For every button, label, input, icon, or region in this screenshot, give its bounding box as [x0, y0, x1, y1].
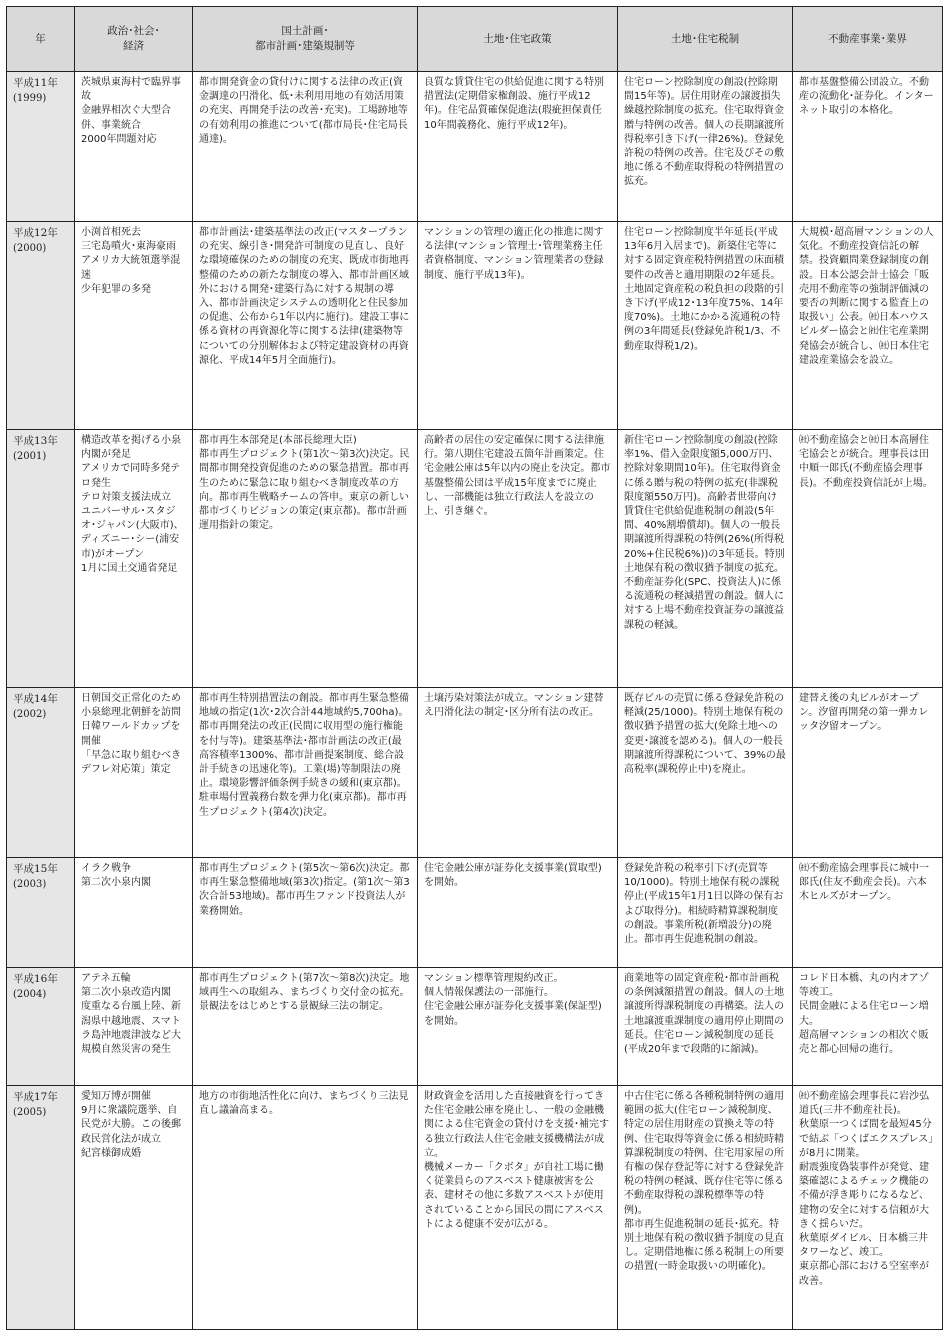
cell-text: 住宅ローン控除制度の創設(控除期間15年等)。居住用財産の譲渡損失繰越控除制度の拡充。住宅取得資金贈与特例の改善。個人の長期譲渡所得税率引き下げ(一律26%)。登録免許税の特例の改善。住宅及びその敷地に係る不動産取得税の特例措置の拡充。 — [624, 77, 785, 188]
year-label: 平成11年 — [13, 77, 58, 89]
cell-text: マンションの管理の適正化の推進に関する法律(マンション管理士･管理業務主任者資格制度、マンション管理業者の登録制度、施行平成13年)。 — [424, 227, 604, 281]
cell-text: マンション標準管理規約改正。 — [424, 973, 564, 984]
cell-text: 都市再生プロジェクト(第1次～第3次)決定。民間都市開発投資促進のための緊急措置。都市再生のために緊急に取り組むべき制度改革の方向。都市再生戦略チームの答申。東京の新しい都市づくりビジョンの策定(東京都)。都市計画運用指針の策定。 — [199, 449, 410, 532]
cell-politics — [75, 222, 193, 430]
cell-text: 小渕首相死去 — [81, 227, 141, 238]
cell-text: 財政資金を活用した直接融資を行ってきた住宅金融公庫を廃止し、一般の金融機関による住宅資金の貸付けを支援･補完する独立行政法人住宅金融支援機構法が成立。 — [424, 1091, 609, 1159]
cell-text: 茨城県東海村で臨界事故 — [81, 77, 181, 103]
year-label: 平成16年 — [13, 973, 58, 985]
cell-text: 9月に衆議院選挙、自民党が大勝。この後郵政民営化法が成立 — [81, 1105, 181, 1145]
cell-planning — [193, 72, 418, 222]
year-label: 平成14年 — [13, 693, 58, 705]
header-row — [7, 7, 943, 72]
cell-text: 度重なる台風上陸、新潟県中越地震、スマトラ島沖地震津波など大規模自然災害の発生 — [81, 1001, 181, 1056]
cell-text: 地方の市街地活性化に向け、まちづくり三法見直し議論高まる。 — [199, 1091, 409, 1117]
cell-text: 超高層マンションの相次ぐ販売と都心回帰の進行。 — [799, 1029, 929, 1056]
cell-text: 三宅島噴火･東海豪雨 — [81, 241, 176, 253]
cell-industry — [793, 1086, 943, 1330]
header-year: 年 — [7, 7, 75, 72]
cell-planning — [193, 968, 418, 1086]
header-land-policy: 土地･住宅政策 — [418, 7, 618, 72]
cell-text: 土壌汚染対策法が成立。マンション建替え円滑化法の制定･区分所有法の改正。 — [424, 693, 604, 719]
year-label: 平成17年 — [13, 1091, 58, 1103]
cell-tax — [618, 1086, 793, 1330]
cell-text: 2000年問題対応 — [81, 133, 157, 145]
cell-land-policy — [418, 858, 618, 968]
year-label: 平成15年 — [13, 863, 58, 875]
history-table-sheet — [6, 6, 942, 1330]
cell-year — [7, 430, 75, 688]
cell-text: アテネ五輪 — [81, 973, 131, 984]
cell-text: 金融界相次ぐ大型合併、事業統合 — [81, 105, 171, 131]
table-row — [7, 968, 943, 1086]
cell-text: 第二次小泉改造内閣 — [81, 987, 171, 999]
cell-text: 秋葉原一つくば間を最短45分で結ぶ「つくばエクスプレス」が8月に開業。 — [799, 1119, 934, 1159]
cell-text: 商業地等の固定資産税･都市計画税の条例減額措置の創設。個人の土地譲渡所得課税制度の再構築。法人の土地譲渡重課制度の適用停止期間の延長。住宅ローン減税制度の延長(平成20年まで段階的に縮減)。 — [624, 973, 784, 1056]
cell-land-policy — [418, 430, 618, 688]
cell-text: 1月に国土交通省発足 — [81, 562, 178, 574]
cell-text: 第二次小泉内閣 — [81, 877, 151, 889]
cell-text: 中古住宅に係る各種税制特例の適用範囲の拡大(住宅ローン減税制度、特定の居住用財産の買換え等の特例、住宅取得等資金に係る相続時精算課税制度の特例、住宅用家屋の所有権の保存登記等に対する登録免許税の特例の軽減、既存住宅等に係る不動産取得税の課税標準等の特例)。 — [624, 1091, 784, 1216]
cell-text: 都市再生プロジェクト(第5次～第6次)決定。都市再生緊急整備地域(第3次)指定。(第1次～第3次合計53地域)。都市再生ファンド投資法人が業務開始。 — [199, 863, 410, 917]
cell-industry — [793, 222, 943, 430]
cell-text: 住宅金融公庫が証券化支援事業(買取型)を開始。 — [424, 863, 602, 889]
cell-tax — [618, 688, 793, 858]
cell-text: 耐震強度偽装事件が発覚、建築確認によるチェック機能の不備が浮き彫りになるなど、建物の安全に対する信頼が大きく揺らいだ。 — [799, 1162, 929, 1230]
cell-text: 個人情報保護法の一部施行。 — [424, 987, 554, 999]
cell-planning — [193, 858, 418, 968]
cell-politics — [75, 430, 193, 688]
cell-text: 既存ビルの売買に係る登録免許税の軽減(25/1000)。特別土地保有税の徴収猶予措置の拡大(免除土地への変更･譲渡を認める)。個人の一般長期譲渡所得課税について、39%の最高税率(課税停止中)を廃止。 — [624, 693, 786, 776]
cell-land-policy — [418, 688, 618, 858]
year-label: 平成13年 — [13, 435, 58, 447]
cell-text: 良質な賃貸住宅の供給促進に関する特別措置法(定期借家権創設、施行平成12年)。住宅品質確保促進法(瑕疵担保責任10年間義務化、施行平成12年)。 — [424, 77, 604, 131]
cell-year — [7, 858, 75, 968]
cell-industry — [793, 72, 943, 222]
cell-year — [7, 688, 75, 858]
cell-text: 日朝国交正常化のため小泉総理北朝鮮を訪問 — [81, 693, 181, 719]
cell-land-policy — [418, 222, 618, 430]
cell-year — [7, 1086, 75, 1330]
cell-industry — [793, 968, 943, 1086]
table-row — [7, 72, 943, 222]
year-western: (2001) — [13, 451, 47, 462]
table-row — [7, 1086, 943, 1330]
header-politics: 政治･社会･ 経済 — [75, 7, 193, 72]
cell-politics — [75, 1086, 193, 1330]
cell-land-policy — [418, 1086, 618, 1330]
cell-text: 秋葉原ダイビル、日本橋三井タワーなど、竣工。 — [799, 1233, 928, 1259]
cell-text: 都市再生本部発足(本部長総理大臣) — [199, 435, 357, 446]
cell-tax — [618, 968, 793, 1086]
cell-text: アメリカ大統領選挙混迷 — [81, 255, 181, 281]
cell-text: 日韓ワールドカップを開催 — [81, 721, 181, 747]
cell-politics — [75, 72, 193, 222]
cell-text: 愛知万博が開催 — [81, 1091, 151, 1102]
cell-text: 民間金融による住宅ローン増大。 — [799, 1001, 929, 1027]
cell-tax — [618, 858, 793, 968]
cell-year — [7, 222, 75, 430]
cell-text: 「早急に取り組むべきデフレ対応策」策定 — [81, 749, 181, 776]
header-tax: 土地･住宅税制 — [618, 7, 793, 72]
cell-text: 都市再生プロジェクト(第7次～第8次)決定。地域再生への取組み、まちづくり交付金の拡充。 — [199, 973, 410, 999]
cell-text: 住宅金融公庫が証券化支援事業(保証型)を開始。 — [424, 1001, 602, 1027]
table-body — [7, 72, 943, 1330]
cell-planning — [193, 1086, 418, 1330]
cell-text: 機械メーカー「クボタ」が自社工場に働く従業員らのアスベスト健康被害を公表、建材その他に多数アスベストが使用されていることから国民の間にアスベストによる健康不安が広がる。 — [424, 1162, 604, 1230]
cell-politics — [75, 688, 193, 858]
cell-text: 高齢者の居住の安定確保に関する法律施行。第八期住宅建設五箇年計画策定。住宅金融公庫は5年以内の廃止を決定。都市基盤整備公団は平成15年度までに廃止し、一部機能は独立行政法人を設立の上、引き継ぐ。 — [424, 435, 611, 518]
table-row — [7, 688, 943, 858]
cell-text: イラク戦争 — [81, 863, 131, 874]
year-western: (2002) — [13, 709, 47, 720]
cell-industry — [793, 688, 943, 858]
cell-text: 紀宮様御成婚 — [81, 1147, 141, 1159]
cell-text: アメリカで同時多発テロ発生 — [81, 463, 181, 489]
cell-text: 構造改革を掲げる小泉内閣が発足 — [81, 435, 181, 461]
cell-text: 住宅ローン控除制度半年延長(平成13年6月入居まで)。新築住宅等に対する固定資産税特例措置の床面積要件の改善と適用期限の2年延長。土地固定資産税の税負担の段階的引き下げ(平成12･13年度75%、14年度70%)。土地にかかる流通税の特例の3年間延長(登録免許税1/3、不動産取得税1/2)。 — [624, 227, 784, 352]
cell-text: 都市計画法･建築基準法の改正(マスタープランの充実、線引き･開発許可制度の見直し、良好な環境確保のための制度の充実、既成市街地再整備のための新たな制度の導入、都市計画区域外における開発･建築行為に対する規制の導入、都市計画決定システムの透明化と住民参加の促進、公布から1年以内に施行)。建設工事に係る資材の再資源化等に関する法律(建築物等についての分別解体および特定建設資材の再資源化、平成14年5月全面施行)。 — [199, 227, 410, 366]
cell-text: ㈳不動産協会と㈳日本高層住宅協会とが統合。理事長は田中順一郎氏(不動産協会理事長)。不動産投資信託が上場。 — [799, 435, 933, 489]
cell-text: 都市再生促進税制の延長･拡充。特別土地保有税の徴収猶予制度の見直し。定期借地権に係る税制上の所要の措置(一時金取扱いの明確化)。 — [624, 1218, 784, 1273]
cell-text: 都市再生特別措置法の創設。都市再生緊急整備地域の指定(1次･2次合計44地域約5,700ha)。都市再開発法の改正(民間に収用型の施行権能を付与等)。建築基準法･都市計画法の改正(最高容積率1300%、都市計画提案制度、総合設計手続きの迅速化等)。工業(場)等制限法の廃止。環境影響評価条例手続きの緩和(東京都)。駐車場付置義務台数を弾力化(東京都)。都市再生プロジェクト(第4次)決定。 — [199, 693, 409, 818]
year-western: (2003) — [13, 879, 47, 890]
cell-tax — [618, 430, 793, 688]
cell-politics — [75, 858, 193, 968]
cell-planning — [193, 430, 418, 688]
cell-year — [7, 72, 75, 222]
cell-text: コレド日本橋、丸の内オアゾ等竣工。 — [799, 973, 929, 999]
cell-planning — [193, 222, 418, 430]
cell-text: 東京都心部における空室率が改善。 — [799, 1261, 929, 1287]
table-row — [7, 430, 943, 688]
cell-text: 登録免許税の税率引下げ(売買等10/1000)。特別土地保有税の課税停止(平成15年1月1日以降の保有および取得分)。相続時精算課税制度の創設。事業所税(新増設分)の廃止。都市再生促進税制の創設。 — [624, 863, 784, 946]
cell-text: 景観法をはじめとする景観緑三法の制定。 — [199, 1001, 389, 1013]
cell-politics — [75, 968, 193, 1086]
cell-industry — [793, 430, 943, 688]
year-western: (2004) — [13, 989, 47, 1000]
cell-text: テロ対策支援法成立 — [81, 491, 171, 503]
table-row — [7, 222, 943, 430]
year-western: (2000) — [13, 243, 47, 254]
cell-text: 大規模･超高層マンションの人気化。不動産投資信託の解禁。投資顧問業登録制度の創設。日本公認会計士協会「販売用不動産等の強制評価減の要否の判断に関する監査上の取扱い」公表。㈳日本ハウスビルダー協会と㈳住宅産業開発協会が統合し、㈳日本住宅建設産業協会を設立。 — [799, 227, 934, 366]
header-planning: 国土計画･ 都市計画･建築規制等 — [193, 7, 418, 72]
cell-land-policy — [418, 968, 618, 1086]
cell-text: ㈳不動産協会理事長に城中一郎氏(住友不動産会長)。六本木ヒルズがオープン。 — [799, 863, 929, 903]
cell-text: 新住宅ローン控除制度の創設(控除率1%、借入金限度額5,000万円、控除対象期間10年)。住宅取得資金に係る贈与税の特例の拡充(非課税限度額550万円)。高齢者世帯向け賃貸住宅供給促進税制の創設(5年間、40%割増償却)。個人の一般長期譲渡所得課税の特例(26%(所得税20%+住民税6%))の3年延長。特別土地保有税の徴収猶予制度の拡充。不動産証券化(SPC、投資法人)に係る流通税の軽減措置の創設。個人に対する上場不動産投資証券の譲渡益課税の軽減。 — [624, 435, 785, 631]
cell-industry — [793, 858, 943, 968]
table-row — [7, 858, 943, 968]
header-industry: 不動産事業･業界 — [793, 7, 943, 72]
cell-text: ユニバーサル･スタジオ･ジャパン(大阪市)、ディズニー･シー(浦安市)がオープン — [81, 506, 184, 560]
year-western: (2005) — [13, 1107, 47, 1118]
cell-land-policy — [418, 72, 618, 222]
year-western: (1999) — [13, 93, 47, 104]
cell-text: 建替え後の丸ビルがオープン。汐留再開発の第一弾カレッタ汐留オープン。 — [799, 693, 929, 733]
cell-tax — [618, 72, 793, 222]
cell-text: 少年犯罪の多発 — [81, 283, 151, 295]
cell-text: 都市開発資金の貸付けに関する法律の改正(資金調達の円滑化、低･未利用用地の有効活用策の充実、再開発手法の改善･充実)。工場跡地等の有効利用の推進について(都市局長･住宅局長通達)。 — [199, 77, 408, 145]
year-label: 平成12年 — [13, 227, 58, 239]
cell-tax — [618, 222, 793, 430]
cell-year — [7, 968, 75, 1086]
history-table — [6, 6, 943, 1330]
cell-text: 都市基盤整備公団設立。不動産の流動化･証券化。インターネット取引の本格化。 — [799, 77, 934, 117]
cell-planning — [193, 688, 418, 858]
cell-text: ㈳不動産協会理事長に岩沙弘道氏(三井不動産社長)。 — [799, 1091, 929, 1117]
